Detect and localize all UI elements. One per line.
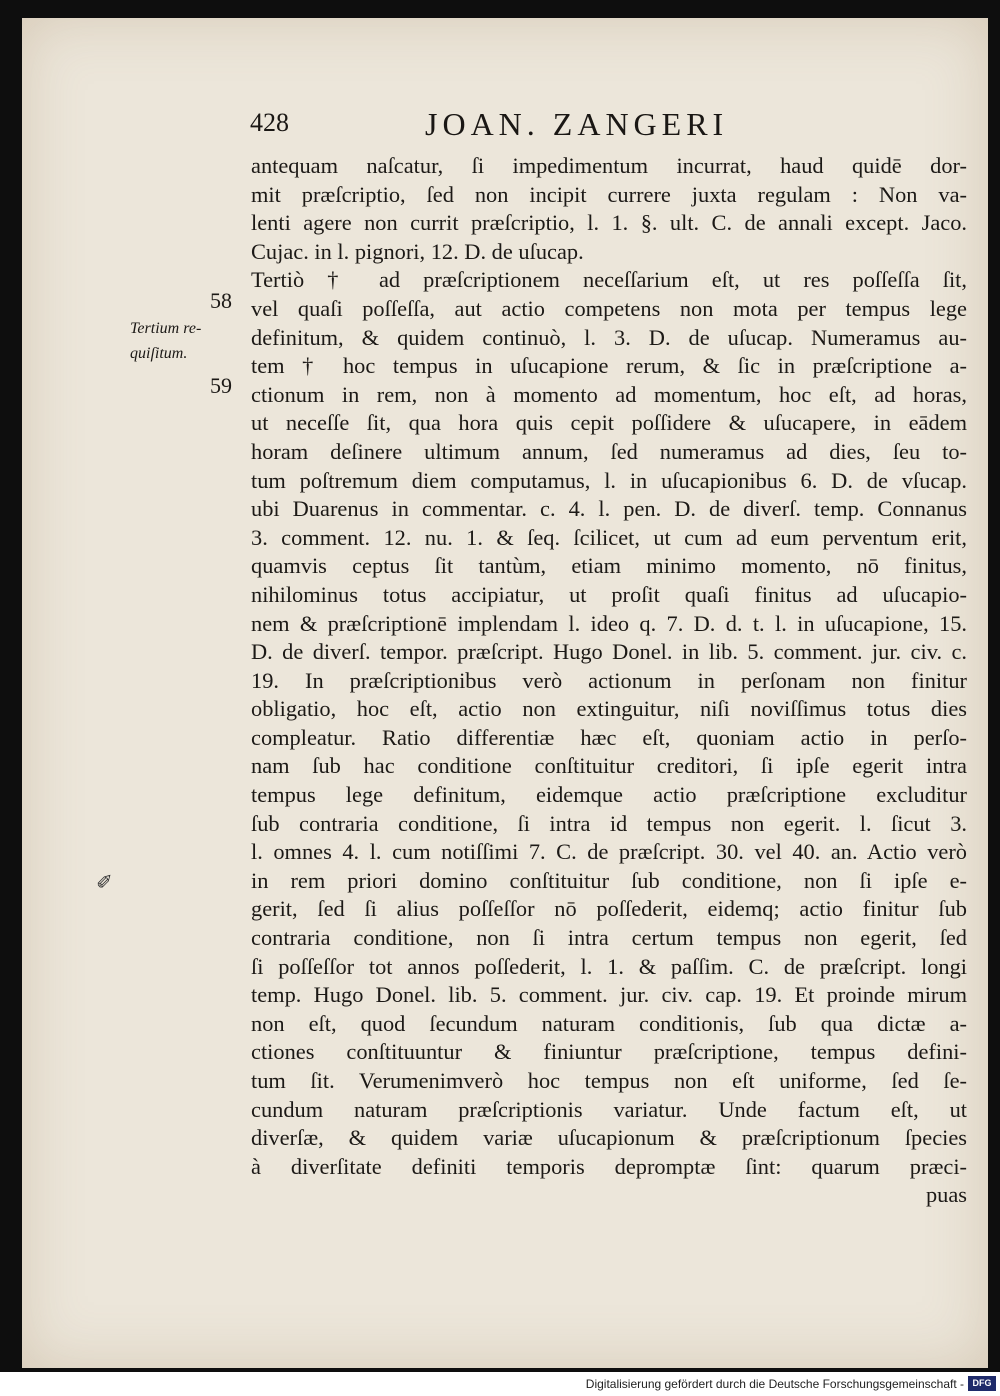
text-line: compleatur. Ratio differentiæ hæc eſt, quoniam actio in perſo- <box>251 724 967 750</box>
text-line: obligatio, hoc eſt, actio non extinguitur, niſi noviſſimus totus dies <box>251 696 967 722</box>
text-line: lenti agere non currit præſcriptio, l. 1. §. ult. C. de annali except. Jaco. <box>251 210 967 236</box>
dfg-logo: DFG <box>968 1376 996 1391</box>
text-line: non eſt, quod ſecundum naturam conditionis, ſub qua dictæ a- <box>251 1010 967 1036</box>
text-line: ut neceſſe ſit, qua hora quis cepit poſſidere & uſucapere, in eādem <box>251 410 967 436</box>
text-line: ſi poſſeſſor tot annos poſſederit, l. 1. & paſſim. C. de præſcript. longi <box>251 953 967 979</box>
footer-text: Digitalisierung gefördert durch die Deutsche Forschungsgemeinschaft - <box>585 1377 964 1391</box>
text-line: ſub contraria conditione, ſi intra id tempus non egerit. l. ſicut 3. <box>251 810 967 836</box>
margin-note-line-2: quiſitum. <box>130 345 188 362</box>
text-line: cundum naturam præſcriptionis variatur. Unde factum eſt, ut <box>251 1096 967 1122</box>
text-line: nem & præſcriptionē implendam l. ideo q. 7. D. d. t. l. in uſucapione, 15. <box>251 610 967 636</box>
ink-mark-icon: ✐ <box>96 872 113 894</box>
text-line: ubi Duarenus in commentar. c. 4. l. pen. D. de diverſ. temp. Connanus <box>251 496 967 522</box>
margin-number-59: 59 <box>210 373 232 398</box>
text-line: temp. Hugo Donel. lib. 5. comment. jur. civ. cap. 19. Et proinde mirum <box>251 982 967 1008</box>
text-line: Cujac. in l. pignori, 12. D. de uſucap. <box>251 238 584 264</box>
text-line: contraria conditione, non ſi intra certum tempus non egerit, ſed <box>251 925 967 951</box>
text-line: definitum, & quidem continuò, l. 3. D. de uſucap. Numeramus au- <box>251 324 967 350</box>
text-line: tum ſit. Verumenimverò hoc tempus non eſt uniforme, ſed ſe- <box>251 1068 967 1093</box>
page-number: 428 <box>250 108 289 137</box>
digitization-footer <box>0 1372 1000 1396</box>
text-line: tempus lege definitum, eidemque actio præſcriptione excluditur <box>251 782 967 808</box>
text-line: nihilominus totus accipiatur, ut proſit quaſi finitus ad uſucapio- <box>251 581 967 607</box>
running-title: JOAN. ZANGERI <box>425 106 729 142</box>
text-line: in rem priori domino conſtituitur ſub conditione, non ſi ipſe e- <box>251 867 967 893</box>
margin-note-line-1: Tertium re- <box>130 320 202 337</box>
text-line: quamvis ceptus ſit tantùm, etiam minimo momento, nō finitus, <box>251 553 967 579</box>
text-line: puas <box>925 1182 967 1208</box>
text-line: ctionum in rem, non à momento ad momentum, hoc eſt, ad horas, <box>251 381 967 407</box>
text-line: gerit, ſed ſi alius poſſeſſor nō poſſederit, eidemq; actio finitur ſub <box>251 896 967 922</box>
text-line: l. omnes 4. l. cum notiſſimi 7. C. de præſcript. 30. vel 40. an. Actio verò <box>251 839 967 865</box>
text-line: diverſæ, & quidem variæ uſucapionum & præſcriptionum ſpecies <box>251 1125 967 1151</box>
margin-number-58: 58 <box>210 288 232 313</box>
text-line: Tertiò † ad præſcriptionem neceſſarium eſt, ut res poſſeſſa ſit, <box>251 267 967 293</box>
text-line: à diverſitate definiti temporis depromptæ ſint: quarum præci- <box>251 1153 967 1179</box>
text-line: 3. comment. 12. nu. 1. & ſeq. ſcilicet, ut cum ad eum perventum erit, <box>251 524 967 550</box>
text-line: tum poſtremum diem computamus, l. in uſucapionibus 6. D. de vſucap. <box>251 467 967 493</box>
text-line: nam ſub hac conditione conſtituitur creditori, ſi ipſe egerit intra <box>251 753 967 779</box>
text-line: vel quaſi poſſeſſa, aut actio competens non mota per tempus lege <box>251 295 967 321</box>
page-header <box>250 108 970 152</box>
text-line: 19. In præſcriptionibus verò actionum in perſonam non finitur <box>251 667 967 693</box>
text-line: ctiones conſtituuntur & finiuntur præſcriptione, tempus defini- <box>251 1039 967 1065</box>
book-page <box>22 18 988 1368</box>
text-line: D. de diverſ. tempor. præſcript. Hugo Donel. in lib. 5. comment. jur. civ. c. <box>251 639 967 665</box>
text-line: tem † hoc tempus in uſucapione rerum, & ſic in præſcriptione a- <box>251 353 967 379</box>
text-line: horam deſinere ultimum annum, ſed numeramus ad dies, ſeu to- <box>251 438 967 464</box>
body-text <box>251 152 967 1210</box>
text-line: antequam naſcatur, ſi impedimentum incurrat, haud quidē dor- <box>251 153 967 178</box>
text-line: mit præſcriptio, ſed non incipit currere juxta regulam : Non va- <box>251 181 967 207</box>
